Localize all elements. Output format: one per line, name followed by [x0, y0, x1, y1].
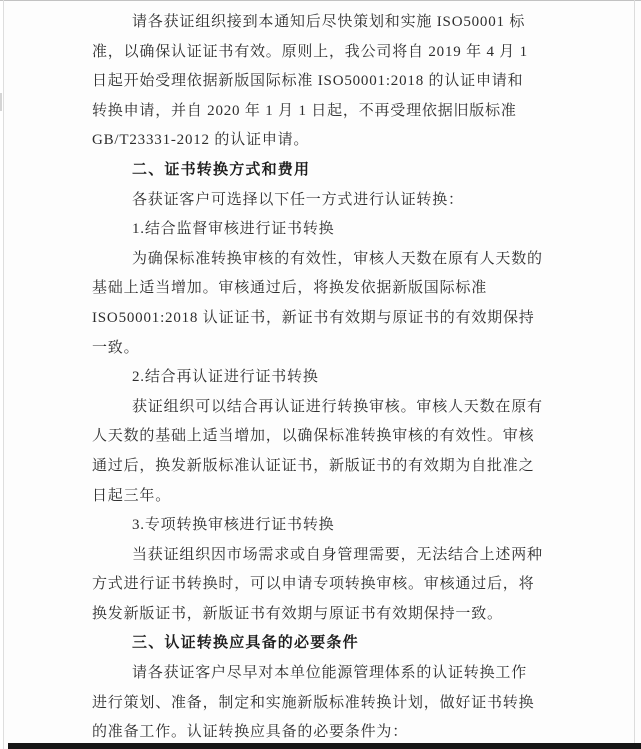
- text-line: 各获证客户可选择以下任一方式进行认证转换：: [132, 191, 464, 208]
- text-line: 为确保标准转换审核的有效性，审核人天数在原有人天数的: [132, 250, 543, 267]
- text-line: 人天数的基础上适当增加，以确保标准转换审核的有效性。审核: [92, 428, 535, 445]
- document-body: [92, 8, 570, 748]
- text-line: 日起三年。: [92, 487, 172, 504]
- text-line: 通过后，换发新版标准认证证书，新版证书的有效期为自批准之: [92, 457, 535, 474]
- text-line: 请各获证客户尽早对本单位能源管理体系的认证转换工作: [132, 665, 528, 682]
- text-line: 日起开始受理依据新版国际标准 ISO50001:2018 的认证申请和: [92, 73, 524, 90]
- text-line: 进行策划、准备，制定和实施新版标准转换计划，做好证书转换: [92, 694, 535, 711]
- text-line: 转换申请，并自 2020 年 1 月 1 日起，不再受理依据旧版标准: [92, 102, 517, 119]
- text-line: GB/T23331-2012 的认证申请。: [92, 132, 310, 149]
- scan-edge-top-line: [0, 0, 641, 1]
- scan-smudge-artifact: [0, 93, 2, 111]
- text-line: 换发新版证书，新版证书有效期与原证书有效期保持一致。: [92, 605, 503, 622]
- numbered-item-3: 3.专项转换审核进行证书转换: [132, 517, 335, 534]
- text-line: 方式进行证书转换时，可以申请专项转换审核。审核通过后，将: [92, 576, 535, 593]
- text-line: 基础上适当增加。审核通过后，将换发依据新版国际标准: [92, 280, 488, 297]
- text-line: 的准备工作。认证转换应具备的必要条件为：: [92, 724, 409, 741]
- section-heading-2: 二、证书转换方式和费用: [132, 161, 311, 178]
- text-line: ISO50001:2018 认证证书，新证书有效期与原证书的有效期保持: [92, 309, 535, 326]
- scan-edge-right-line: [634, 0, 635, 749]
- text-line: 当获证组织因市场需求或自身管理需要，无法结合上述两种: [132, 546, 543, 563]
- text-line: 获证组织可以结合再认证进行转换审核。审核人天数在原有: [132, 398, 543, 415]
- scan-edge-left-line: [3, 0, 4, 749]
- numbered-item-2: 2.结合再认证进行证书转换: [132, 369, 319, 386]
- numbered-item-1: 1.结合监督审核进行证书转换: [132, 221, 335, 238]
- text-line: 请各获证组织接到本通知后尽快策划和实施 ISO50001 标: [132, 14, 526, 30]
- text-line: 一致。: [92, 339, 140, 356]
- text-line: 准，以确保认证证书有效。原则上，我公司将自 2019 年 4 月 1: [92, 43, 528, 60]
- section-heading-3: 三、认证转换应具备的必要条件: [132, 635, 359, 652]
